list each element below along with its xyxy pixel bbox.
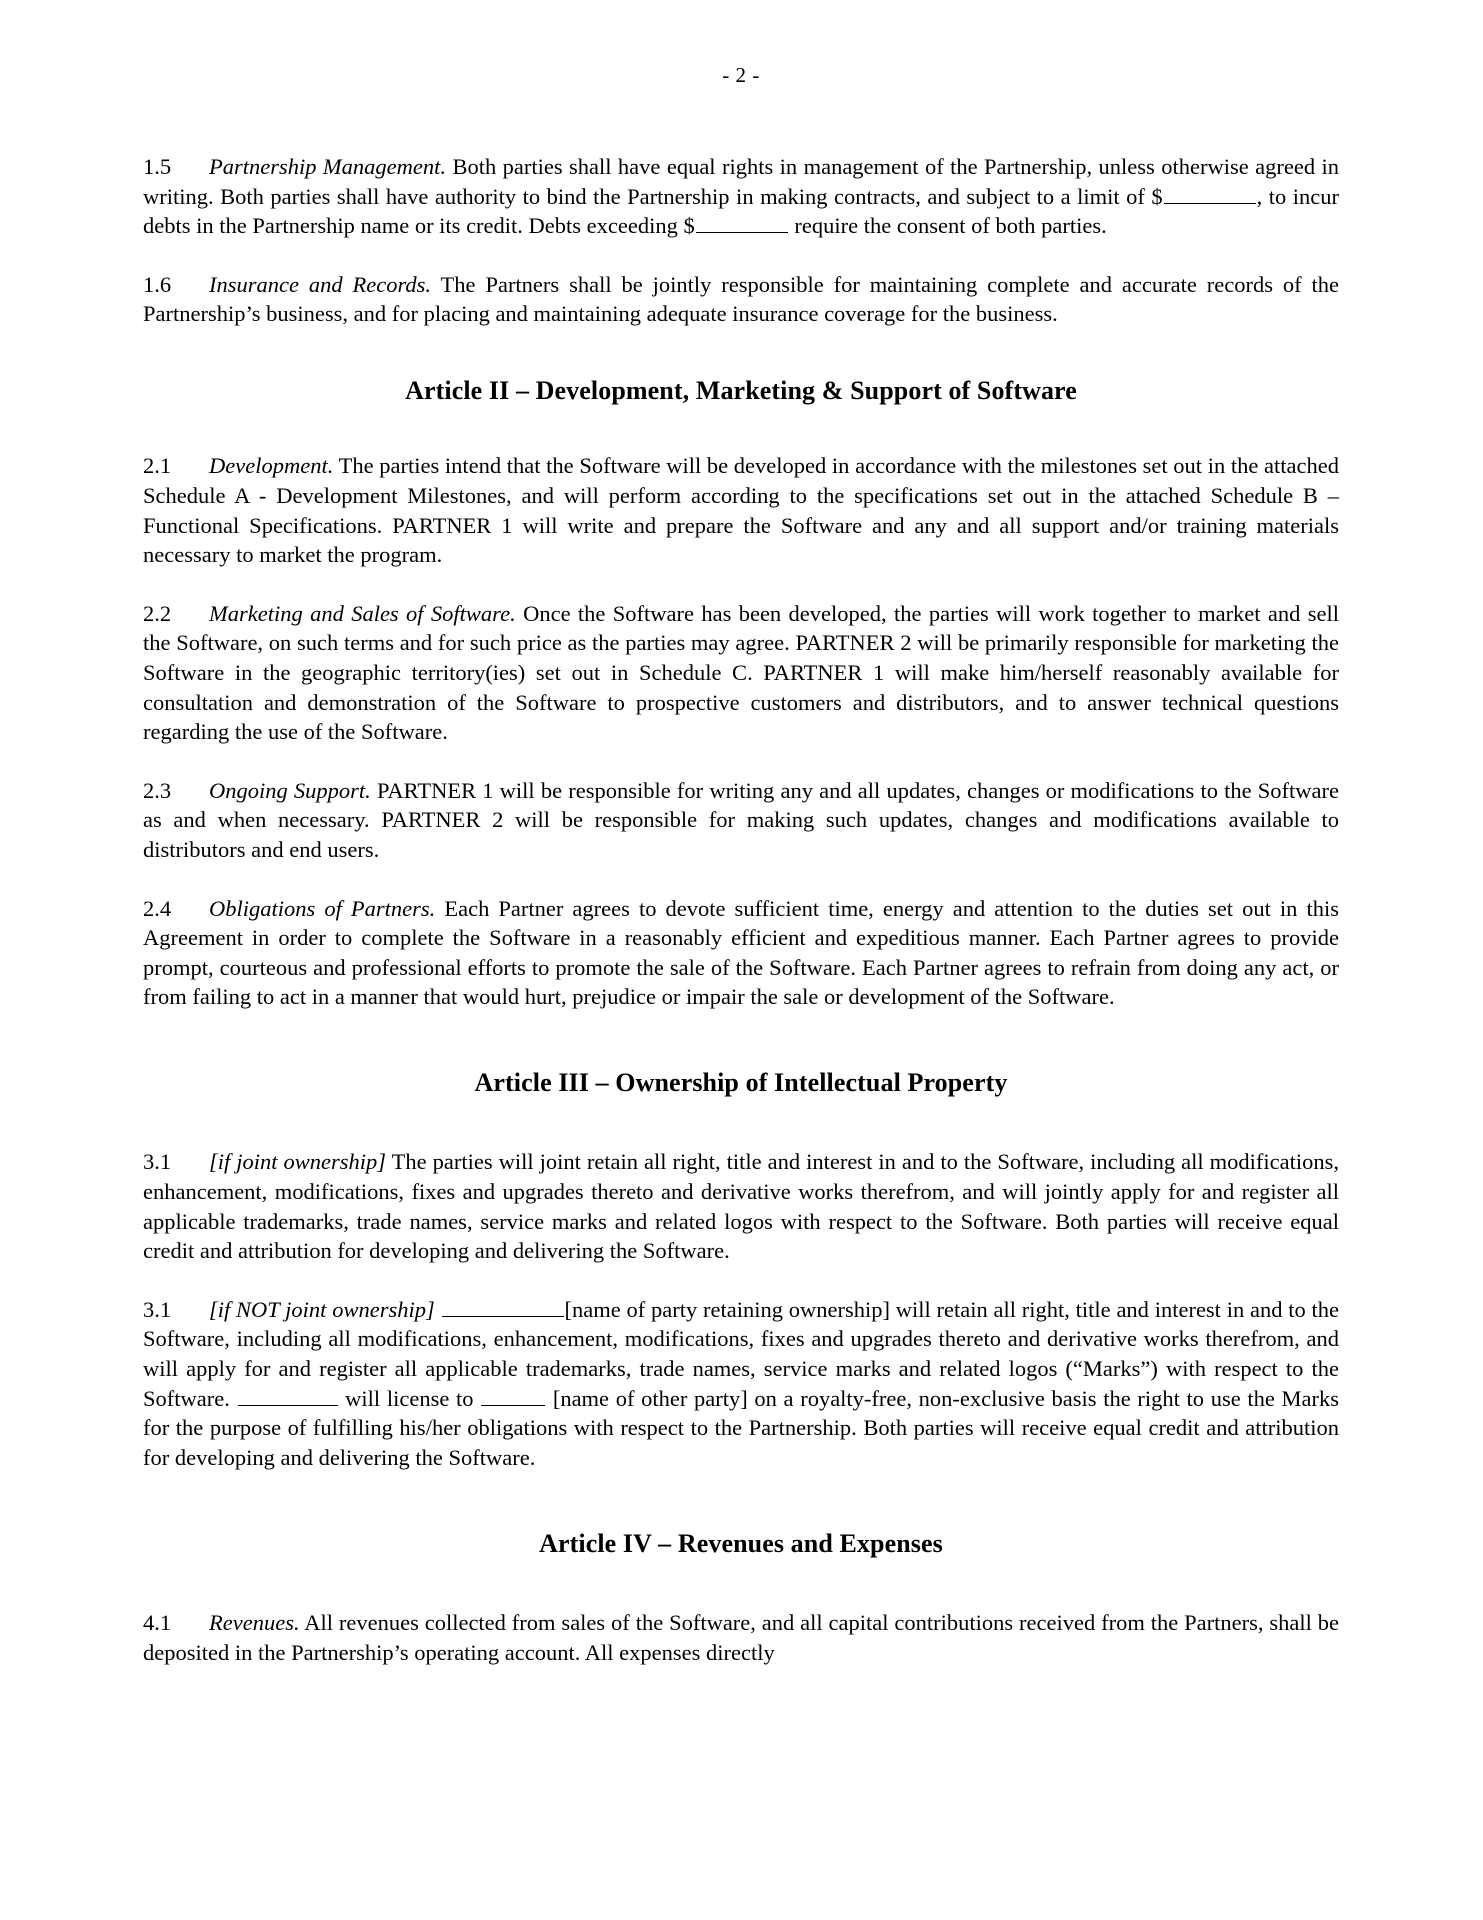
- section-body-1-5-b: , to incur debts in the Partnership name or its credit. Debts exceeding $: [143, 183, 1340, 239]
- header-spacer: [143, 90, 1339, 152]
- paragraph-3-1-joint: [143, 1147, 1339, 1265]
- section-body-3-1-not-joint-a: [name of party retaining ownership] will retain all right, title and interest in and to the Software, including all modifications, enhancement, modifications, fixes and upgrades thereto and derivative works therefrom, and will apply for and register all applicable trademarks, trade names, service marks and related logos (“Marks”) with respect to the Software.: [143, 1296, 1340, 1411]
- section-number-1-5: 1.5: [143, 154, 172, 179]
- fill-blank-debt-exceeding[interactable]: [696, 214, 788, 233]
- fill-blank-licensor[interactable]: [238, 1386, 338, 1405]
- paragraph-1-6: [143, 270, 1339, 329]
- section-title-2-2: Marketing and Sales of Software.: [209, 600, 516, 626]
- section-body-1-5-c: require the consent of both parties.: [788, 213, 1107, 239]
- paragraph-4-1: [143, 1608, 1339, 1667]
- paragraph-2-4: [143, 894, 1339, 1012]
- section-title-2-4: Obligations of Partners.: [209, 895, 436, 921]
- article-2-heading-block: [143, 375, 1339, 408]
- article-3-heading: Article III – Ownership of Intellectual Property: [474, 1067, 1008, 1097]
- section-number-2-1: 2.1: [143, 453, 172, 479]
- section-body-1-6: The Partners shall be jointly responsible for maintaining complete and accurate records of the Partnership’s business, and for placing and maintaining adequate insurance coverage for the business.: [143, 271, 1340, 327]
- article-4-heading-block: [143, 1528, 1339, 1561]
- section-number-3-1-not-joint: 3.1: [143, 1296, 172, 1322]
- section-body-1-5-a: Both parties shall have equal rights in management of the Partnership, unless otherwise agreed in writing. Both parties shall have authority to bind the Partnership in making contracts, and subject to a limit of $: [143, 154, 1339, 209]
- section-body-3-1-not-joint-b: will license to: [338, 1385, 481, 1411]
- section-title-3-1-not-joint: [if NOT joint ownership]: [209, 1296, 435, 1322]
- section-number-2-4: 2.4: [143, 895, 172, 921]
- section-body-2-4: Each Partner agrees to devote sufficient time, energy and attention to the duties set out in this Agreement in order to complete the Software in a reasonably efficient and expeditious manner. Each Partner agrees to provide prompt, courteous and professional efforts to promote the sale of the Software. Each Partner agrees to refrain from doing any act, or from failing to act in a manner that would hurt, prejudice or impair the sale or development of the Software.: [143, 895, 1339, 1010]
- section-title-1-6: Insurance and Records.: [209, 271, 432, 297]
- section-title-4-1: Revenues.: [209, 1609, 300, 1635]
- page-number: - 2 -: [722, 63, 760, 87]
- paragraph-2-1: [143, 451, 1339, 569]
- page-content: [143, 60, 1339, 1667]
- article-2-heading: Article II – Development, Marketing & Support of Software: [405, 375, 1077, 405]
- section-body-2-3: PARTNER 1 will be responsible for writing any and all updates, changes or modifications to the Software as and when necessary. PARTNER 2 will be responsible for making such updates, changes and modifications available to distributors and end users.: [143, 777, 1339, 862]
- section-body-2-1: The parties intend that the Software will be developed in accordance with the milestones set out in the attached Schedule A - Development Milestones, and will perform according to the specifications set out in the attached Schedule B – Functional Specifications. PARTNER 1 will write and prepare the Software and any and all support and/or training materials necessary to market the program.: [143, 453, 1339, 568]
- paragraph-3-1-not-joint: [143, 1295, 1339, 1473]
- article-4-heading: Article IV – Revenues and Expenses: [539, 1529, 943, 1559]
- paragraph-2-2: [143, 599, 1339, 747]
- fill-blank-debt-limit[interactable]: [1164, 184, 1256, 203]
- article-3-heading-block: [143, 1067, 1339, 1100]
- section-number-4-1: 4.1: [143, 1609, 172, 1635]
- section-number-2-3: 2.3: [143, 777, 172, 803]
- section-title-3-1-joint: [if joint ownership]: [209, 1149, 387, 1175]
- paragraph-1-5: [143, 152, 1339, 241]
- section-body-3-1-joint: The parties will joint retain all right, title and interest in and to the Software, including all modifications, enhancement, modifications, fixes and upgrades thereto and derivative works therefrom, and will jointly apply for and register all applicable trademarks, trade names, service marks and related logos with respect to the Software. Both parties will receive equal credit and attribution for developing and delivering the Software.: [143, 1149, 1339, 1264]
- section-number-1-6: 1.6: [143, 271, 172, 297]
- section-title-2-1: Development.: [209, 453, 334, 479]
- fill-blank-licensee[interactable]: [481, 1386, 545, 1405]
- section-number-2-2: 2.2: [143, 600, 172, 626]
- section-body-2-2: Once the Software has been developed, the parties will work together to market and sell the Software, on such terms and for such price as the parties may agree. PARTNER 2 will be primarily responsible for marketing the Software in the geographic territory(ies) set out in Schedule C. PARTNER 1 will make him/herself reasonably available for consultation and demonstration of the Software to prospective customers and distributors, and to answer technical questions regarding the use of the Software.: [143, 600, 1340, 745]
- section-title-2-3: Ongoing Support.: [209, 777, 371, 803]
- section-body-4-1: All revenues collected from sales of the Software, and all capital contributions received from the Partners, shall be deposited in the Partnership’s operating account. All expenses directly: [143, 1609, 1339, 1665]
- fill-blank-owner-name[interactable]: [442, 1297, 564, 1316]
- section-number-3-1-joint: 3.1: [143, 1149, 172, 1175]
- section-body-3-1-not-joint-c: [name of other party] on a royalty-free, non-exclusive basis the right to use the Marks for the purpose of fulfilling his/her obligations with respect to the Partnership. Both parties will receive equal credit and attribution for developing and delivering the Software.: [143, 1385, 1339, 1470]
- section-title-1-5: Partnership Management.: [209, 154, 447, 179]
- paragraph-2-3: [143, 776, 1339, 865]
